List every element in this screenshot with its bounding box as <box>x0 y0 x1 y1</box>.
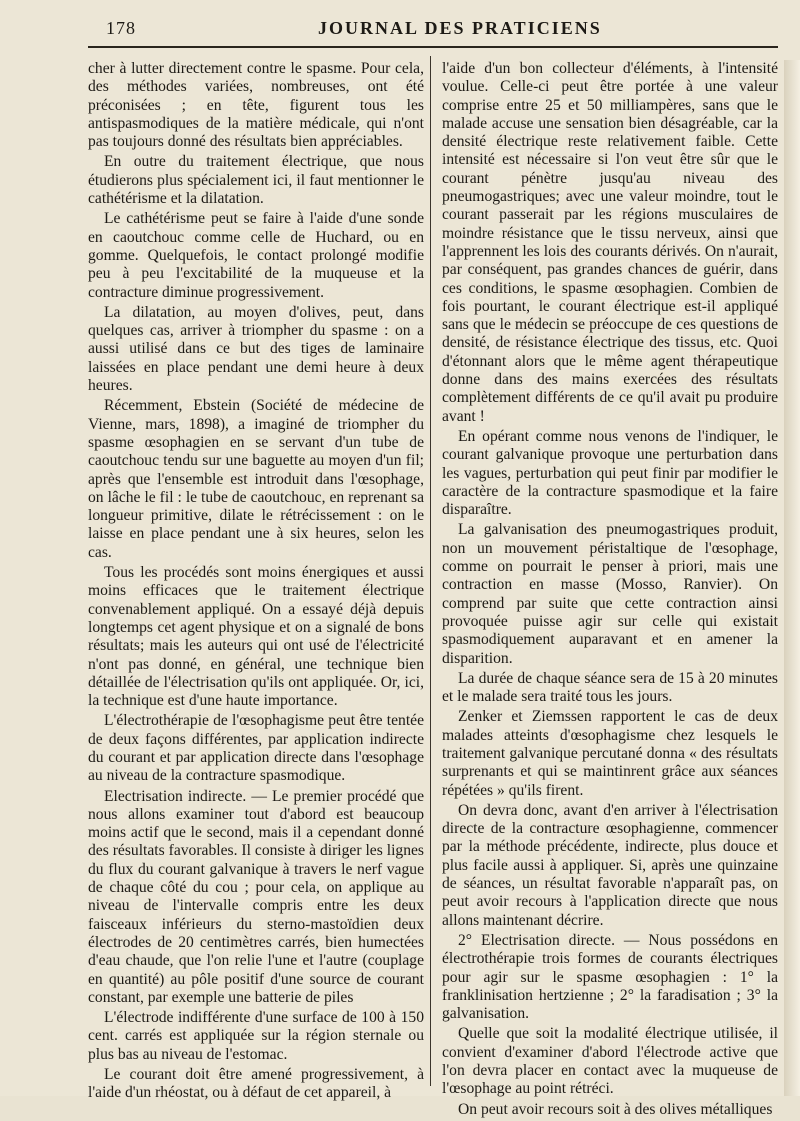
running-title: JOURNAL DES PRATICIENS <box>318 18 602 38</box>
column-divider <box>430 56 431 1086</box>
paragraph: Le courant doit être amené progressivement, à l'aide d'un rhéostat, ou à défaut de cet appareil, à <box>88 1066 424 1102</box>
page-edge-shadow <box>784 60 800 1096</box>
paragraph: On devra donc, avant d'en arriver à l'électrisation directe de la contracture œsophagienne, commencer par la méthode précédente, indirecte, plus douce et plus facile aussi à appliquer. Si, après une quinzaine de séances, un résultat favorable n'apparaît pas, on peut avoir recours à l'application directe que nous allons maintenant décrire. <box>442 801 778 929</box>
paragraph: L'électrothérapie de l'œsophagisme peut être tentée de deux façons différentes, par application indirecte du courant et par application directe dans l'œsophage au niveau de la contracture spasmodique. <box>88 712 424 785</box>
paragraph: l'aide d'un bon collecteur d'éléments, à l'intensité voulue. Celle-ci peut être portée à une valeur comprise entre 25 et 50 milliampères, sans que le malade accuse une sensation bien désagréable, car la densité électrique reste relativement faible. Cette intensité est nécessaire si l'on veut être sûr que le courant pénètre jusqu'au niveau des pneumogastriques; avec une valeur moindre, tout le courant passerait par les régions musculaires de moindre résistance que le tissu nerveux, ainsi que l'apprennent les lois des courants dérivés. On n'aurait, par conséquent, pas grandes chances de guérir, dans ces conditions, le spasme œsophagien. Combien de fois pourtant, le courant électrique est-il appliqué sans que le médecin se préoccupe de ces questions de densité, de résistance électrique des tissus, etc. Quoi d'étonnant alors que le même agent thérapeutique donne dans des mains exercées des résultats complètement différents de ce qu'il avait pu produire avant ! <box>442 60 778 425</box>
page-number: 178 <box>106 18 136 38</box>
paragraph: Le cathétérisme peut se faire à l'aide d'une sonde en caoutchouc comme celle de Huchard, ou en gomme. Quelquefois, le contact prolongé modifie peu à peu l'excitabilité de la muqueuse et la contracture diminue progressivement. <box>88 210 424 301</box>
paragraph: Récemment, Ebstein (Société de médecine de Vienne, mars, 1898), a imaginé de triompher du spasme œsophagien en se servant d'un tube de caoutchouc tendu sur une baguette au moyen d'un fil; après que l'ensemble est introduit dans l'œsophage, on lâche le fil : le tube de caoutchouc, en reprenant sa longueur primitive, dilate le rétrécissement : on le laisse en place pendant une à six heures, selon les cas. <box>88 397 424 561</box>
paragraph: La galvanisation des pneumogastriques produit, non un mouvement péristaltique de l'œsophage, comme on pourrait le penser à priori, mais une contraction en masse (Mosso, Ranvier). On comprend par suite que cette contraction ainsi provoquée puisse agir sur celle qui existait spasmodiquement auparavant et en amener la disparition. <box>442 521 778 667</box>
paragraph: La durée de chaque séance sera de 15 à 20 minutes et le malade sera traité tous les jours. <box>442 669 778 706</box>
header-rule <box>88 46 778 48</box>
paragraph: L'électrode indifférente d'une surface de 100 à 150 cent. carrés est appliquée sur la région sternale ou plus bas au niveau de l'estomac. <box>88 1009 424 1063</box>
right-column <box>442 60 778 1121</box>
paragraph: Electrisation indirecte. — Le premier procédé que nous allons examiner tout d'abord est beaucoup moins actif que le second, mais il a cependant donné des résultats favorables. Il consiste à diriger les lignes du flux du courant galvanique à travers le nerf vague de chaque côté du cou ; pour cela, on applique au niveau de l'intervalle compris entre les deux faisceaux inférieurs du sterno-mastoïdien deux électrodes de 20 centimètres carrés, bien humectées d'eau chaude, que l'on relie l'une et l'autre (couplage en quantité) au pôle positif d'une source de courant constant, par exemple une batterie de piles <box>88 787 424 1006</box>
paragraph: Zenker et Ziemssen rapportent le cas de deux malades atteints d'œsophagisme chez lesquels le traitement galvanique percutané donna « des résultats surprenants et qui se maintinrent grâce aux séances répétées » qu'ils firent. <box>442 708 778 799</box>
page-header <box>0 18 800 44</box>
paragraph: Tous les procédés sont moins énergiques et aussi moins efficaces que le traitement électrique convenablement appliqué. On a essayé déjà depuis longtemps cet agent physique et on a signalé de bons résultats; mais les auteurs qui ont usé de l'électricité n'ont pas donné, en général, une technique bien détaillée de l'électrisation qu'ils ont appliquée. Or, ici, la technique est d'une haute importance. <box>88 564 424 710</box>
left-column <box>88 60 424 1105</box>
paragraph: En outre du traitement électrique, que nous étudierons plus spécialement ici, il faut mentionner le cathétérisme et la dilatation. <box>88 153 424 208</box>
paragraph: On peut avoir recours soit à des olives métalliques <box>458 1100 773 1118</box>
paragraph: En opérant comme nous venons de l'indiquer, le courant galvanique provoque une perturbation dans les vagues, perturbation qui peut finir par modifier le caractère de la contracture spasmodique et la faire disparaître. <box>442 427 778 519</box>
paragraph: cher à lutter directement contre le spasme. Pour cela, des méthodes variées, nombreuses, ont été préconisées ; en tête, figurent tous les antispasmodiques de la matière médicale, qui n'ont pas toujours donné des résultats bien appréciables. <box>88 60 424 151</box>
paragraph: La dilatation, au moyen d'olives, peut, dans quelques cas, arriver à triompher du spasme : on a aussi utilisé dans ce but des tiges de laminaire laissées en place pendant une demi heure à deux heures. <box>88 303 424 395</box>
paragraph: 2° Electrisation directe. — Nous possédons en électrothérapie trois formes de courants électriques pour agir sur le spasme œsophagien : 1° la franklinisation hertzienne ; 2° la faradisation ; 3° la galvanisation. <box>442 931 778 1023</box>
paragraph: Quelle que soit la modalité électrique utilisée, il convient d'examiner d'abord l'électrode active que l'on devra placer en contact avec la muqueuse de l'œsophage au point rétréci. <box>442 1025 778 1098</box>
